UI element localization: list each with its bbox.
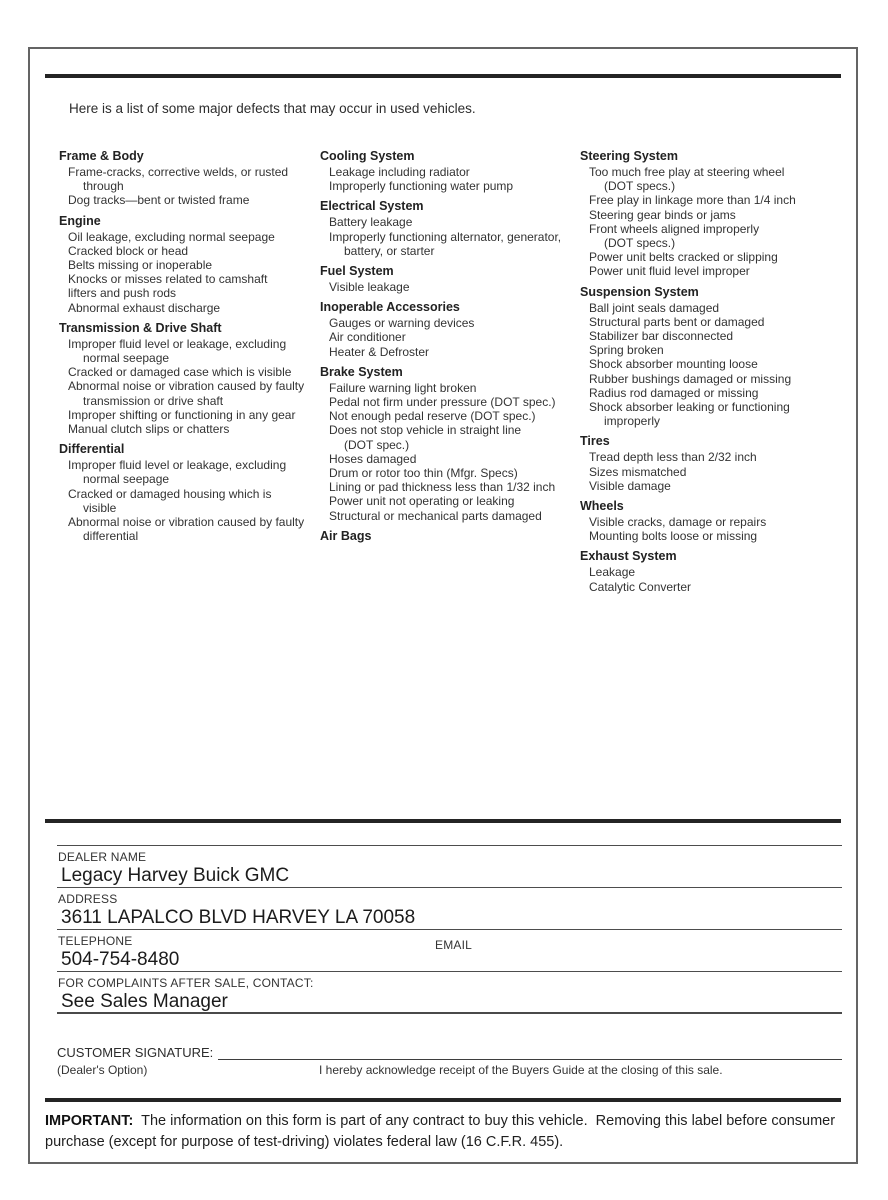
defect-item [59, 365, 311, 379]
section-heading: Exhaust System [580, 549, 677, 564]
defect-item [59, 487, 311, 515]
section-heading: Tires [580, 434, 610, 449]
signature-block [57, 1045, 842, 1079]
address-label: ADDRESS [58, 892, 118, 906]
defect-item [580, 565, 846, 579]
defect-item-line: Improper fluid level or leakage, excluding [68, 458, 287, 473]
defect-item [320, 509, 574, 523]
defect-item-continuation: normal seepage [83, 351, 170, 366]
defect-item [59, 272, 311, 300]
defect-item [320, 423, 574, 451]
defect-item-line: Dog tracks—bent or twisted frame [68, 193, 250, 208]
defect-item [580, 386, 846, 400]
defect-item [580, 165, 846, 193]
defect-item-line: Visible cracks, damage or repairs [589, 515, 767, 530]
defect-item-line: Improperly functioning alternator, generator, [329, 229, 562, 244]
defect-item-line: Not enough pedal reserve (DOT spec.) [329, 409, 536, 424]
defect-item-line: Sizes mismatched [589, 464, 687, 479]
buyers-guide-back-page [28, 47, 858, 1164]
defect-item-line: Structural parts bent or damaged [589, 314, 765, 329]
section-heading: Brake System [320, 364, 403, 379]
signature-line [218, 1046, 842, 1060]
defect-item-continuation: battery, or starter [344, 243, 435, 258]
form-top-rule [45, 819, 841, 823]
defect-item-line: Leakage including radiator [329, 165, 470, 179]
defect-item-line: Spring broken [589, 343, 664, 358]
dealer-form [57, 845, 842, 1014]
defect-item [320, 395, 574, 409]
defect-item-line: Cracked or damaged case which is visible [68, 365, 292, 380]
defect-item-line: Oil leakage, excluding normal seepage [68, 229, 275, 244]
defect-item [580, 315, 846, 329]
defect-item [580, 357, 846, 371]
defect-item [320, 381, 574, 395]
section-heading: Transmission & Drive Shaft [59, 320, 222, 335]
defect-item-line: Cracked block or head [68, 243, 189, 258]
defect-item [59, 458, 311, 486]
defect-item [320, 179, 574, 193]
defect-item [320, 466, 574, 480]
section-heading: Differential [59, 442, 125, 457]
defect-item-line: Steering gear binds or jams [589, 207, 736, 222]
defect-item [59, 244, 311, 258]
defect-item-line: Free play in linkage more than 1/4 inch [589, 193, 796, 208]
defect-item [580, 400, 846, 428]
defect-item-line: Frame-cracks, corrective welds, or rusted [68, 165, 289, 179]
defect-item [320, 230, 574, 258]
defect-item-line: Knocks or misses related to camshaft [68, 272, 268, 287]
defect-item-continuation: differential [83, 529, 139, 544]
section-heading: Suspension System [580, 284, 699, 299]
defect-item-line: Lining or pad thickness less than 1/32 inch [329, 480, 556, 495]
defect-item-continuation: (DOT specs.) [604, 236, 676, 251]
defect-item-line: Mounting bolts loose or missing [589, 529, 758, 544]
defect-item [320, 452, 574, 466]
defect-item-line: Power unit belts cracked or slipping [589, 250, 778, 265]
defect-item [320, 316, 574, 330]
defect-item-line: Power unit fluid level improper [589, 264, 750, 279]
section-heading: Cooling System [320, 149, 415, 163]
defect-item [580, 250, 846, 264]
defect-item-line: Battery leakage [329, 215, 413, 230]
defect-item [59, 337, 311, 365]
section-heading: Frame & Body [59, 149, 144, 163]
defect-item-line: Improper shifting or functioning in any gear [68, 407, 296, 422]
defect-item [580, 450, 846, 464]
defect-item [59, 193, 311, 207]
defect-item-continuation: through [83, 179, 124, 194]
defect-item-continuation: normal seepage [83, 472, 170, 487]
customer-signature-label: CUSTOMER SIGNATURE: [57, 1045, 214, 1060]
defect-item [580, 465, 846, 479]
defect-item-line: Too much free play at steering wheel [589, 165, 785, 179]
defect-item-line: Drum or rotor too thin (Mfgr. Specs) [329, 466, 518, 481]
defect-item-line: Tread depth less than 2/32 inch [589, 450, 757, 465]
section-heading: Steering System [580, 149, 678, 163]
defect-item-line: Improperly functioning water pump [329, 179, 514, 194]
section-heading: Wheels [580, 499, 624, 514]
defect-column-3 [580, 149, 846, 594]
defect-item [320, 345, 574, 359]
defect-item-line: Shock absorber leaking or functioning [589, 400, 790, 415]
address-row [57, 887, 842, 929]
defect-item-continuation: transmission or drive shaft [83, 393, 224, 408]
acknowledgment-text: I hereby acknowledge receipt of the Buyers Guide at the closing of this sale. [319, 1063, 723, 1077]
defect-item [580, 193, 846, 207]
defect-column-2 [320, 149, 574, 545]
defect-item-line: Front wheels aligned improperly [589, 221, 760, 236]
defect-item-line: Shock absorber mounting loose [589, 357, 758, 372]
dealer-name-label: DEALER NAME [58, 850, 147, 864]
defect-item-line: Leakage [589, 565, 636, 580]
defect-item [59, 165, 311, 193]
important-notice [45, 1111, 840, 1153]
defect-item [320, 280, 574, 294]
defect-item-continuation: visible [83, 500, 117, 515]
defect-item-line: Failure warning light broken [329, 380, 477, 395]
defect-item [320, 480, 574, 494]
defect-item-line: Does not stop vehicle in straight line [329, 423, 522, 438]
defect-item [59, 258, 311, 272]
defect-item-line: Air conditioner [329, 330, 406, 345]
defect-item-continuation: lifters and push rods [68, 286, 177, 301]
defect-item [580, 222, 846, 250]
defect-item-continuation: (DOT specs.) [604, 179, 676, 194]
dealer-name-row [57, 845, 842, 887]
defect-item [59, 301, 311, 315]
defect-item-line: Abnormal noise or vibration caused by faulty [68, 515, 305, 530]
defect-item-line: Heater & Defroster [329, 344, 430, 359]
defect-item-line: Gauges or warning devices [329, 316, 475, 331]
important-top-rule [45, 1098, 841, 1102]
telephone-email-row [57, 929, 842, 971]
defect-item [580, 343, 846, 357]
intro-text: Here is a list of some major defects that may occur in used vehicles. [69, 101, 476, 116]
defect-item-line: Visible damage [589, 478, 671, 493]
defect-item-line: Hoses damaged [329, 451, 417, 466]
defect-item [59, 515, 311, 543]
dealer-name-value: Legacy Harvey Buick GMC [61, 865, 290, 886]
defect-item-line: Structural or mechanical parts damaged [329, 508, 542, 523]
defect-item-line: Belts missing or inoperable [68, 258, 213, 273]
section-heading: Inoperable Accessories [320, 300, 460, 315]
defect-item-line: Radius rod damaged or missing [589, 385, 759, 400]
defect-item [580, 208, 846, 222]
complaints-value: See Sales Manager [61, 991, 228, 1012]
defect-item-continuation: improperly [604, 414, 661, 429]
defect-item [580, 372, 846, 386]
defect-item [320, 409, 574, 423]
dealers-option-note: (Dealer's Option) [57, 1063, 148, 1077]
defect-item [320, 330, 574, 344]
defect-item [59, 408, 311, 422]
defect-item [59, 230, 311, 244]
defect-item-line: Abnormal noise or vibration caused by faulty [68, 379, 305, 394]
important-label: IMPORTANT: [45, 1113, 134, 1129]
defect-item-line: Abnormal exhaust discharge [68, 300, 221, 315]
complaints-label: FOR COMPLAINTS AFTER SALE, CONTACT: [58, 976, 314, 990]
section-heading: Air Bags [320, 528, 372, 543]
telephone-label: TELEPHONE [58, 934, 133, 948]
defect-item-line: Rubber bushings damaged or missing [589, 371, 792, 386]
complaints-row [57, 971, 842, 1014]
defect-item-line: Pedal not firm under pressure (DOT spec.) [329, 395, 556, 410]
email-label: EMAIL [435, 938, 473, 952]
defect-item-line: Ball joint seals damaged [589, 300, 720, 315]
defect-item [580, 580, 846, 594]
telephone-value: 504-754-8480 [61, 949, 180, 970]
defect-item [320, 494, 574, 508]
defect-item-continuation: (DOT spec.) [344, 437, 410, 452]
defect-item [580, 529, 846, 543]
defect-item [580, 264, 846, 278]
defect-item-line: Power unit not operating or leaking [329, 494, 515, 509]
top-divider-rule [45, 74, 841, 78]
defect-item [320, 165, 574, 179]
defect-item [580, 479, 846, 493]
defect-item [59, 379, 311, 407]
section-heading: Electrical System [320, 199, 424, 214]
defect-item-line: Improper fluid level or leakage, excluding [68, 336, 287, 351]
defect-item-line: Visible leakage [329, 280, 410, 295]
defect-item [59, 422, 311, 436]
important-text: The information on this form is part of any contract to buy this vehicle. Removing this label before consumer purchase (except for purpose of test-driving) violates federal law (16 C.F.R. 455). [45, 1113, 840, 1151]
defect-item-line: Manual clutch slips or chatters [68, 422, 230, 437]
defect-item-line: Cracked or damaged housing which is [68, 486, 272, 501]
defect-item-line: Catalytic Converter [589, 579, 692, 594]
defect-item [580, 329, 846, 343]
defect-item [320, 215, 574, 229]
defect-column-1 [59, 149, 311, 543]
section-heading: Engine [59, 213, 101, 228]
address-value: 3611 LAPALCO BLVD HARVEY LA 70058 [61, 907, 416, 928]
defect-item-line: Stabilizer bar disconnected [589, 329, 734, 344]
defect-item [580, 515, 846, 529]
section-heading: Fuel System [320, 264, 394, 279]
defect-item [580, 301, 846, 315]
